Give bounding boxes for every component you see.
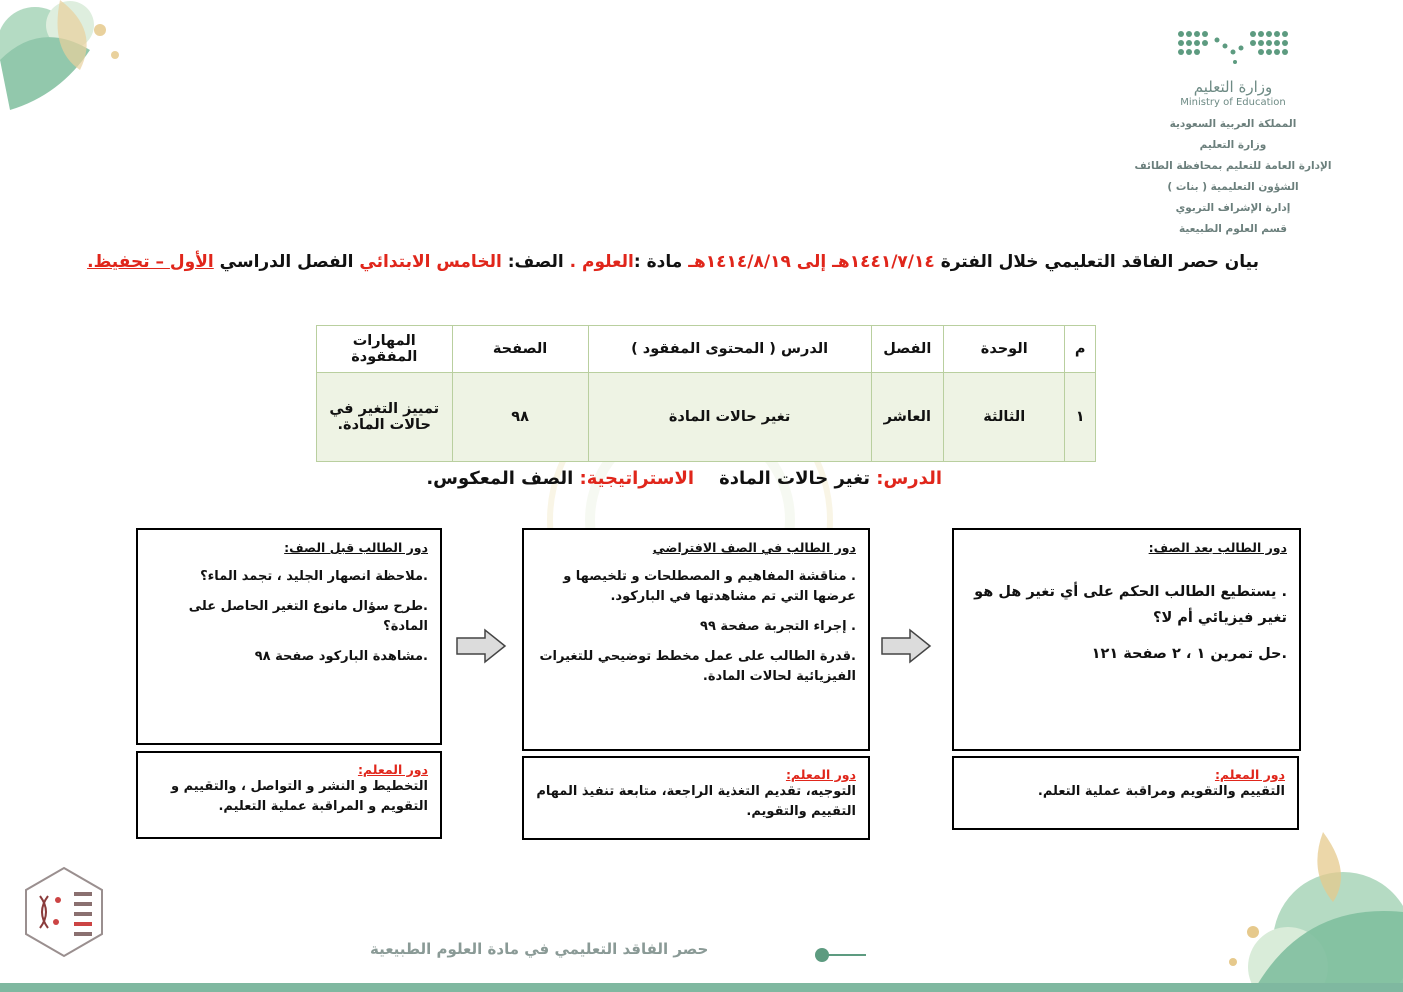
list-item: .مشاهدة الباركود صفحة ٩٨ <box>254 649 428 664</box>
table-cell: الثالثة <box>944 373 1065 462</box>
teacher-role-heading: دور المعلم: <box>357 762 428 777</box>
missing-content-table <box>316 325 1096 462</box>
title-text: الفصل الدراسي <box>213 252 360 272</box>
teacher-role-text: التقييم والتقويم ومراقبة عملية التعلم. <box>1037 784 1285 799</box>
title-period: ١٤٤١/٧/١٤هـ إلى ١٤١٤/٨/١٩هـ <box>688 252 935 272</box>
teacher-role-heading: دور المعلم: <box>1214 767 1285 782</box>
top-left-ornament <box>0 0 140 130</box>
table-header-cell: الفصل <box>871 326 944 373</box>
box-heading: دور الطالب قبل الصف: <box>284 540 428 555</box>
virtual-teacher-box <box>522 756 870 840</box>
ministry-line: قسم العلوم الطبيعية <box>1178 223 1288 235</box>
box-heading: دور الطالب في الصف الافتراضي <box>652 540 856 555</box>
table-header-cell: المهارات المفقودة <box>317 326 453 373</box>
strategy-name: الصف المعكوس. <box>426 468 574 489</box>
footer-dot-icon <box>815 948 829 962</box>
table-header-cell: الوحدة <box>944 326 1065 373</box>
table-cell: تغير حالات المادة <box>588 373 871 462</box>
table-header-cell: الصفحة <box>452 326 588 373</box>
ministry-line: الإدارة العامة للتعليم بمحافظة الطائف <box>1134 160 1332 172</box>
title-text: بيان حصر الفاقد التعليمي خلال الفترة <box>934 252 1259 272</box>
ministry-name-en: Ministry of Education <box>1180 97 1286 108</box>
lesson-strategy-line <box>426 468 942 489</box>
title-grade: الخامس الابتدائي <box>359 252 502 272</box>
table-cell: ١ <box>1065 373 1096 462</box>
bottom-right-ornament <box>1193 792 1403 992</box>
strategy-label: الاستراتيجية: <box>573 468 695 489</box>
table-header-cell: م <box>1065 326 1096 373</box>
list-item: .ملاحظة انصهار الجليد ، تجمد الماء؟ <box>200 569 428 584</box>
list-item: .قدرة الطالب على عمل مخطط توضيحي للتغيرات الفيزيائية لحالات المادة. <box>539 649 856 684</box>
list-item: . يستطيع الطالب الحكم على أي تغير هل هو تغير فيزيائي أم لا؟ <box>974 584 1287 626</box>
box-heading: دور الطالب بعد الصف: <box>1148 540 1287 555</box>
table-row <box>317 373 1096 462</box>
teacher-role-heading: دور المعلم: <box>785 767 856 782</box>
lesson-name: تغير حالات المادة <box>719 468 870 489</box>
ministry-header <box>1123 28 1343 240</box>
after-class-box <box>952 528 1301 751</box>
title-text: مادة : <box>633 252 689 272</box>
list-item: . مناقشة المفاهيم و المصطلحات و تلخيصها و عرضها التي تم مشاهدتها في الباركود. <box>563 569 856 604</box>
title-term-suffix: – تحفيظ. <box>87 252 170 272</box>
arrow-right-icon <box>880 628 932 664</box>
footer-text: حصر الفاقد التعليمي في مادة العلوم الطبيعية <box>370 940 709 958</box>
table-cell: ٩٨ <box>452 373 588 462</box>
ministry-name-ar: وزارة التعليم <box>1193 78 1273 96</box>
list-item: . إجراء التجربة صفحة ٩٩ <box>700 619 856 634</box>
teacher-role-text: التخطيط و النشر و التواصل ، والتقييم و التقويم و المراقبة عملية التعليم. <box>170 779 428 814</box>
lesson-label: الدرس: <box>870 468 942 489</box>
title-text: الصف: <box>501 252 570 272</box>
ministry-logo-icon <box>1173 28 1293 68</box>
footer-line <box>828 954 866 956</box>
before-class-box <box>136 528 442 745</box>
table-cell: العاشر <box>871 373 944 462</box>
document-title <box>87 252 1259 272</box>
ministry-line: وزارة التعليم <box>1199 139 1267 151</box>
department-hexagon-logo <box>22 866 106 958</box>
ministry-line: المملكة العربية السعودية <box>1169 118 1297 130</box>
title-term: الأول <box>169 252 214 272</box>
arrow-right-icon <box>455 628 507 664</box>
table-cell: تمييز التغير في حالات المادة. <box>317 373 453 462</box>
ministry-line: الشؤون التعليمية ( بنات ) <box>1167 181 1299 193</box>
list-item: .حل تمرين ١ ، ٢ صفحة ١٢١ <box>1091 646 1287 662</box>
table-header-cell: الدرس ( المحتوى المفقود ) <box>588 326 871 373</box>
before-teacher-box <box>136 751 442 839</box>
bottom-bar <box>0 983 1403 992</box>
title-subject: العلوم . <box>569 252 634 272</box>
ministry-line: إدارة الإشراف التربوي <box>1175 202 1291 214</box>
teacher-role-text: التوجيه، تقديم التغذية الراجعة، متابعة تنفيذ المهام التقييم والتقويم. <box>536 784 856 819</box>
table-header-row <box>317 326 1096 373</box>
virtual-class-box <box>522 528 870 751</box>
list-item: .طرح سؤال مانوع التغير الحاصل على المادة؟ <box>188 599 428 634</box>
